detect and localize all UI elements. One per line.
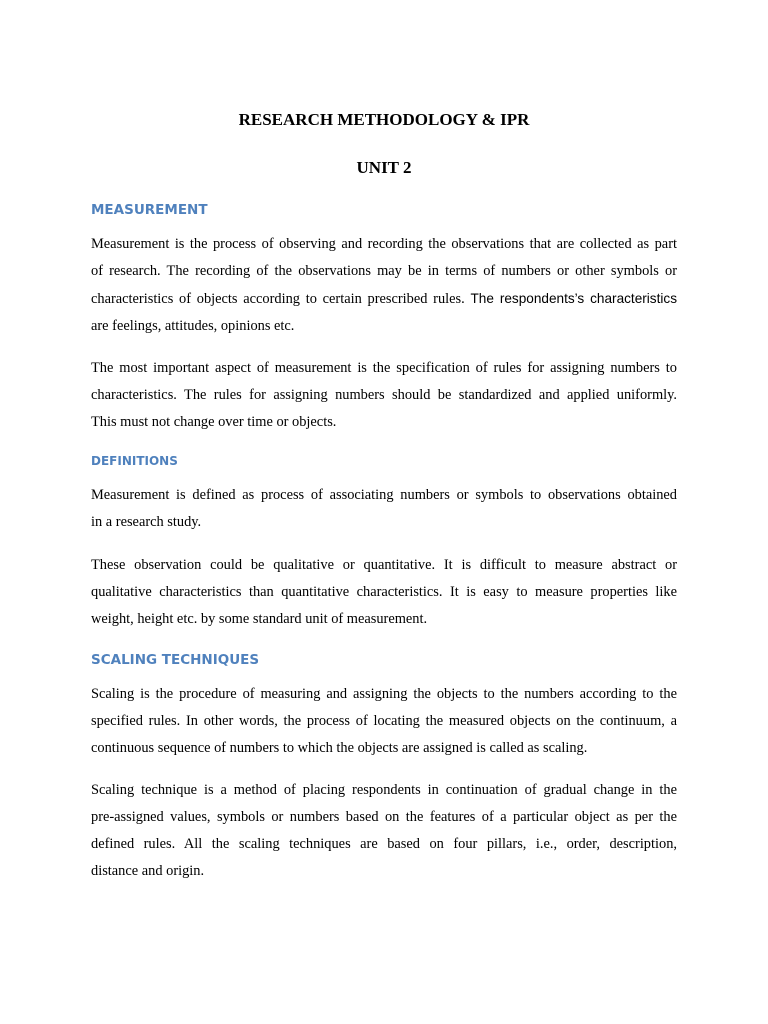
text-line: Scaling is the procedure of measuring and assigning the objects to the numbers according to the [91, 686, 677, 702]
text-segment: characteristics of objects according to certain prescribed rules. [91, 291, 471, 307]
text-line: Scaling technique is a method of placing respondents in continuation of gradual change in the [91, 782, 677, 798]
text-line: are feelings, attitudes, opinions etc. [91, 318, 295, 334]
text-line: The most important aspect of measurement is the specification of rules for assigning numbers to [91, 360, 677, 376]
heading-scaling-techniques: SCALING TECHNIQUES [91, 652, 260, 668]
text-line: pre-assigned values, symbols or numbers based on the features of a particular object as per the [91, 809, 677, 825]
text-line: of research. The recording of the observations may be in terms of numbers or other symbols or [91, 263, 677, 279]
text-segment-respondents: The respondents’s characteristics [470, 291, 677, 306]
text-line: Measurement is defined as process of associating numbers or symbols to observations obtained [91, 487, 677, 503]
paragraph-definitions-2 [91, 552, 677, 633]
unit-title: UNIT 2 [356, 158, 412, 177]
heading-definitions: DEFINITIONS [91, 454, 178, 468]
text-line: specified rules. In other words, the process of locating the measured objects on the continuum, a [91, 713, 677, 729]
paragraph-scaling-1 [91, 681, 677, 762]
text-line [91, 285, 677, 313]
heading-measurement: MEASUREMENT [91, 202, 208, 218]
paragraph-measurement-2 [91, 355, 677, 436]
paragraph-scaling-2 [91, 777, 677, 885]
text-line: characteristics. The rules for assigning numbers should be standardized and applied uniformly. [91, 387, 677, 403]
text-line: defined rules. All the scaling techniques are based on four pillars, i.e., order, description, [91, 836, 677, 852]
text-line: weight, height etc. by some standard unit of measurement. [91, 611, 428, 627]
text-line: in a research study. [91, 514, 202, 530]
document-title: RESEARCH METHODOLOGY & IPR [238, 110, 530, 129]
text-line: continuous sequence of numbers to which the objects are assigned is called as scaling. [91, 740, 588, 756]
text-line: These observation could be qualitative or quantitative. It is difficult to measure abstract or [91, 557, 677, 573]
text-line: This must not change over time or objects. [91, 414, 337, 430]
text-line: qualitative characteristics than quantitative characteristics. It is easy to measure properties like [91, 584, 677, 600]
text-line: Measurement is the process of observing and recording the observations that are collected as part [91, 236, 677, 252]
paragraph-measurement-1 [91, 231, 677, 340]
paragraph-definitions-1 [91, 482, 677, 536]
text-line: distance and origin. [91, 863, 205, 879]
